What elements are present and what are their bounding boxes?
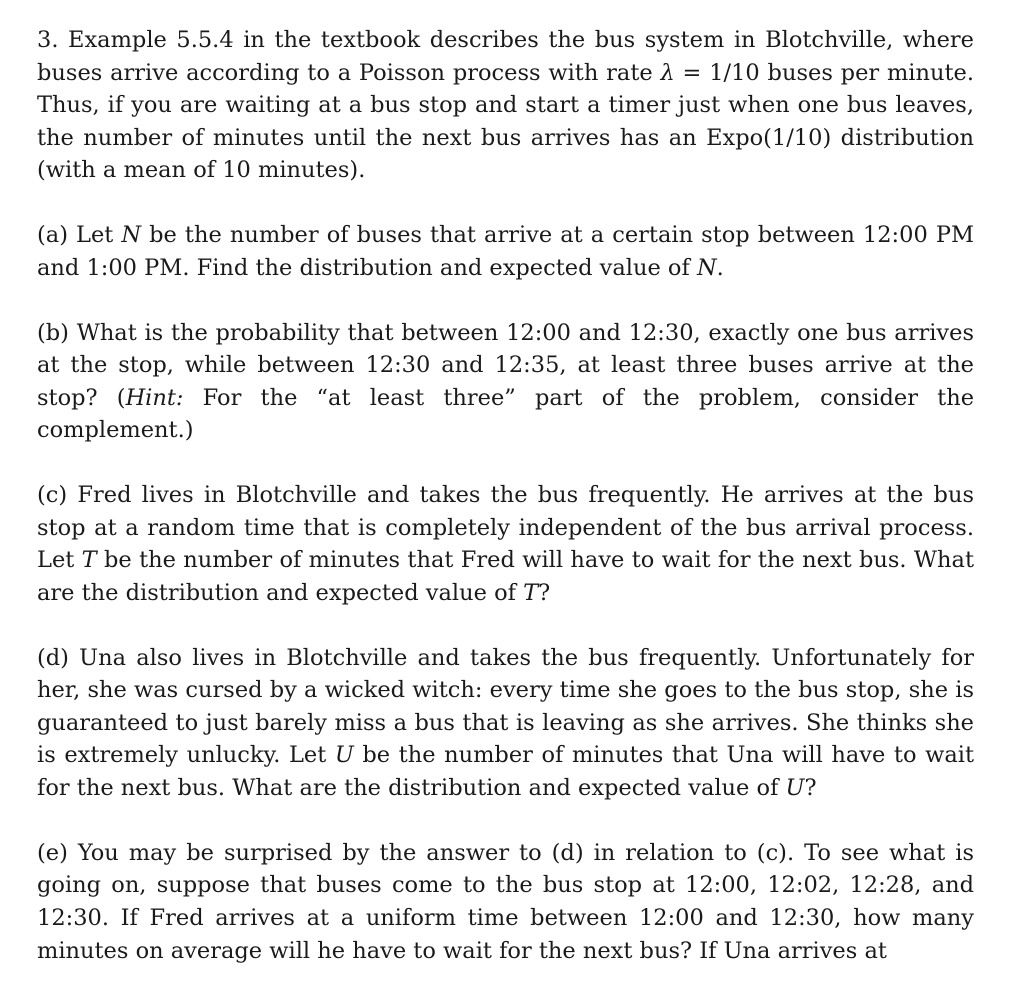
part-a [37, 219, 974, 284]
var-u: U [334, 742, 354, 769]
part-a-text-2: be the number of buses that arrive at a certain stop between 12:00 PM and 1:00 PM. Find the distribution and expected value of [37, 222, 974, 281]
part-d-label: (d) [37, 644, 69, 671]
part-c-text-3: ? [538, 579, 551, 606]
problem-number: 3. [37, 27, 59, 53]
part-a-text-3: . [716, 254, 724, 281]
var-n-2: N [696, 254, 717, 281]
var-t: T [81, 547, 97, 574]
part-c-text-1: Fred lives in Blotchville and takes the bus frequently. He arrives at the bus stop at a random time that is completely independent of the bus arrival process. Let [37, 482, 974, 574]
part-a-label: (a) [37, 222, 68, 249]
intro-text-2: = 1/10 buses per minute. Thus, if you are waiting at a bus stop and start a timer just when one bus leaves, the number of minutes until the next bus arrives has an Expo(1/10) distribution (with a mean of 10 minutes). [37, 59, 974, 184]
problem-document [37, 24, 974, 967]
problem-intro [37, 24, 974, 187]
part-d-text-3: ? [804, 775, 817, 802]
part-a-text-1: Let [67, 222, 122, 249]
part-e-text-1: You may be surprised by the answer to (d) in relation to (c). To see what is going on, suppose that buses come to the bus stop at 12:00, 12:02, 12:28, and 12:30. If Fred arrives at a uniform time between 12:00 and 12:30, how many minutes on average will he have to wait for the next bus? If Una arrives at [37, 839, 974, 964]
part-c-label: (c) [37, 482, 68, 509]
part-d [37, 642, 974, 805]
lambda-symbol: λ [660, 59, 675, 86]
var-u-2: U [785, 775, 805, 802]
part-d-text-1: Una also lives in Blotchville and takes the bus frequently. Unfortunately for her, she was cursed by a wicked witch: every time she goes to the bus stop, she is guaranteed to just barely miss a bus that is leaving as she arrives. She thinks she is extremely unlucky. Let [37, 644, 974, 769]
var-n: N [121, 222, 142, 249]
part-c-text-2: be the number of minutes that Fred will have to wait for the next bus. What are the distribution and expected value of [37, 547, 974, 606]
part-b-text-2: For the “at least three” part of the problem, consider the complement.) [37, 384, 975, 444]
intro-text-1: Example 5.5.4 in the textbook describes the bus system in Blotchville, where buses arrive according to a Poisson process with rate [37, 27, 974, 86]
part-e [37, 837, 974, 967]
part-d-text-2: be the number of minutes that Una will have to wait for the next bus. What are the distribution and expected value of [37, 742, 974, 802]
part-b-text-1: What is the probability that between 12:00 and 12:30, exactly one bus arrives at the stop, while between 12:30 and 12:35, at least three buses arrive at the stop? ( [37, 319, 974, 411]
var-t-2: T [523, 579, 539, 606]
part-b [37, 317, 974, 447]
part-c [37, 479, 974, 609]
hint-label: Hint: [125, 384, 184, 411]
part-b-label: (b) [37, 319, 69, 346]
part-e-label: (e) [37, 839, 68, 866]
